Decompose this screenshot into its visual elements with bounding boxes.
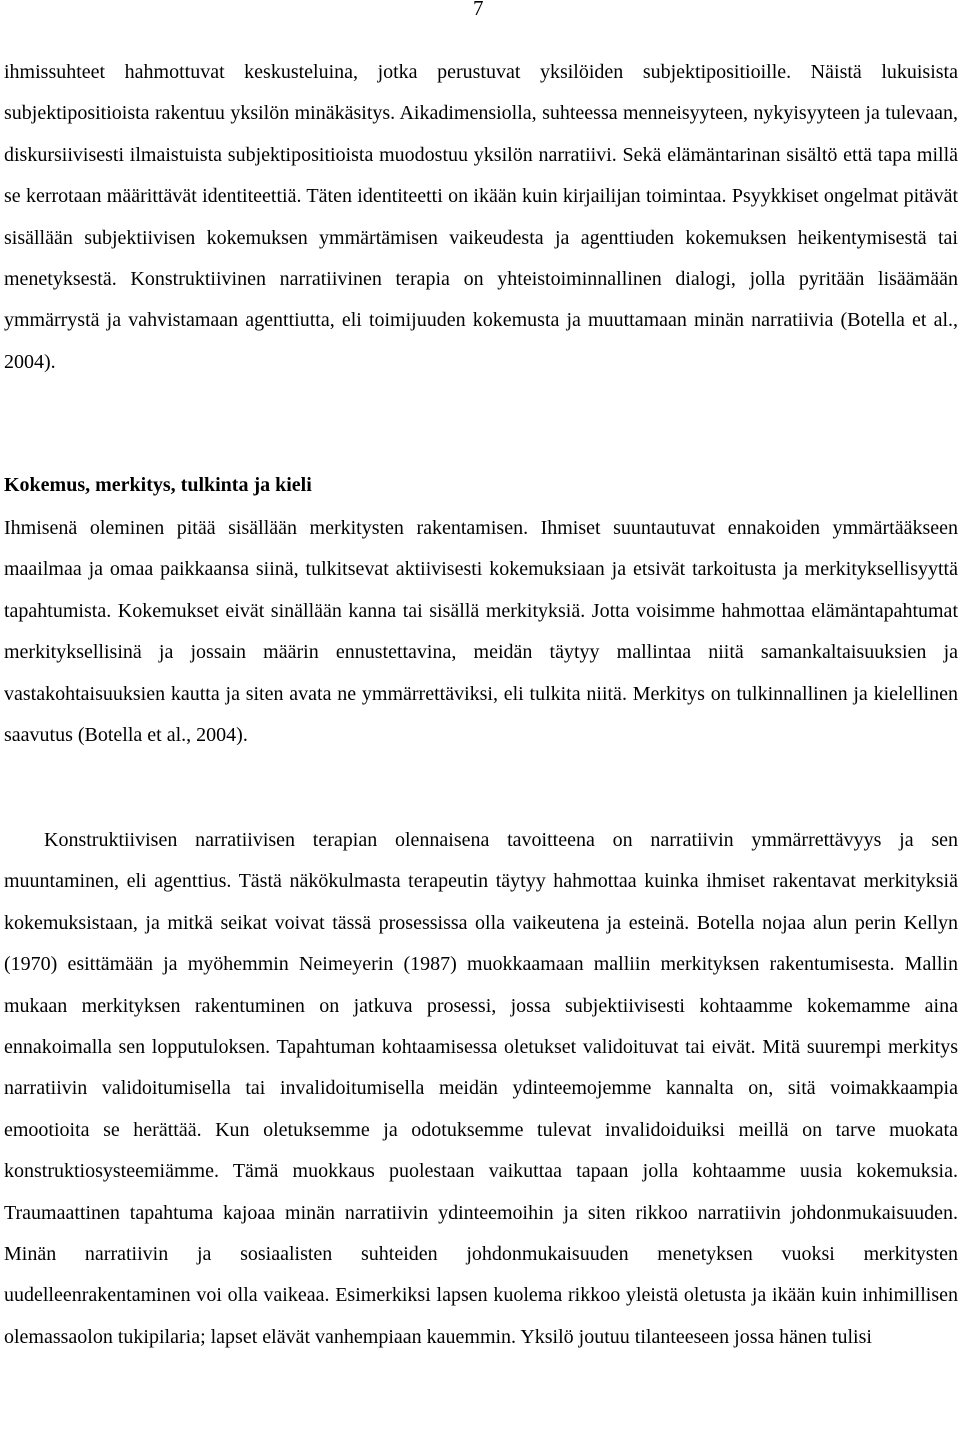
paragraph-3: Konstruktiivisen narratiivisen terapian olennaisena tavoitteena on narratiivin ymmärrettävyys ja sen muuntaminen, eli agenttius. Tästä näkökulmasta terapeutin täytyy hahmottaa kuinka ihmiset rakentavat merkityksiä kokemuksistaan, ja mitkä seikat voivat tässä prosessissa olla vaikeutena ja esteinä. Botella nojaa alun perin Kellyn (1970) esittämään ja myöhemmin Neimeyerin (1987) muokkaamaan malliin merkityksen rakentumisesta. Mallin mukaan merkityksen rakentuminen on jatkuva prosessi, jossa subjektiivisesti kohtaamme kokemamme aina ennakoimalla sen lopputuloksen. Tapahtuman kohtaamisessa oletukset validoituvat tai eivät. Mitä suurempi merkitys narratiivin validoitumisella tai invalidoitumisella meidän ydinteemojemme kannalta on, sitä voimakkaampia emootioita se herättää. Kun oletuksemme ja odotuksemme tulevat invalidoiduiksi meillä on tarve muokata konstruktiosysteemiämme. Tämä muokkaus puolestaan vaikuttaa tapaan jolla kohtaamme uusia kokemuksia. Traumaattinen tapahtuma kajoaa minän narratiivin ydinteemoihin ja siten rikkoo narratiivin johdonmukaisuuden. Minän narratiivin ja sosiaalisten suhteiden johdonmukaisuuden menetyksen vuoksi merkitysten uudelleenrakentaminen voi olla vaikeaa. Esimerkiksi lapsen kuolema rikkoo yleistä oletusta ja ikään kuin inhimillisen olemassaolon tukipilaria; lapset elävät vanhempiaan kauemmin. Yksilö joutuu tilanteeseen jossa hänen tulisi bbox=[4, 829, 958, 1348]
paragraph-1: ihmissuhteet hahmottuvat keskusteluina, jotka perustuvat yksilöiden subjektipositioille. Näistä lukuisista subjektipositioista rakentuu yksilön minäkäsitys. Aikadimensiolla, suhteessa menneisyyteen, nykyisyyteen ja tulevaan, diskursiivisesti ilmaistuista subjektipositioista muodostuu yksilön narratiivi. Sekä elämäntarinan sisältö että tapa millä se kerrotaan määrittävät identiteettiä. Täten identiteetti on ikään kuin kirjailijan toimintaa. Psyykkiset ongelmat pitävät sisällään subjektiivisen kokemuksen ymmärtämisen vaikeudesta ja agenttiuden kokemuksen heikentymisestä tai menetyksestä. Konstruktiivinen narratiivinen terapia on yhteistoiminnallinen dialogi, jolla pyritään lisäämään ymmärrystä ja vahvistamaan agenttiutta, eli toimijuuden kokemusta ja muuttamaan minän narratiivia (Botella et al., 2004). bbox=[4, 61, 958, 373]
section-heading: Kokemus, merkitys, tulkinta ja kieli bbox=[4, 474, 312, 496]
page-number: 7 bbox=[473, 0, 484, 20]
paragraph-2: Ihmisenä oleminen pitää sisällään merkitysten rakentamisen. Ihmiset suuntautuvat ennakoiden ymmärtääkseen maailmaa ja omaa paikkaansa siinä, tulkitsevat aktiivisesti kokemuksiaan ja etsivät tarkoitusta ja merkityksellisyyttä tapahtumista. Kokemukset eivät sinällään kanna tai sisällä merkityksiä. Jotta voisimme hahmottaa elämäntapahtumat merkityksellisinä ja jossain määrin ennustettavina, meidän täytyy mallintaa niitä samankaltaisuuksien ja vastakohtaisuuksien kautta ja siten avata ne ymmärrettäviksi, eli tulkita niitä. Merkitys on tulkinnallinen ja kielellinen saavutus (Botella et al., 2004). bbox=[4, 517, 958, 747]
